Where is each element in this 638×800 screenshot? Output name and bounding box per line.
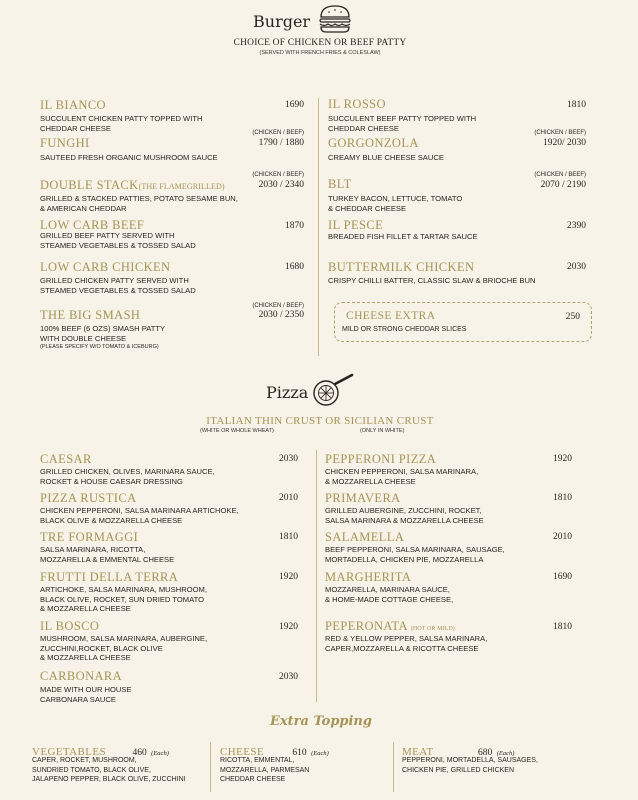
topping-group-price: 610 — [292, 748, 307, 758]
burger-title: Burger — [253, 12, 311, 31]
menu-item-desc: CRISPY CHILLI BATTER, CLASSIC SLAW & BRIOCHE BUN — [328, 276, 536, 285]
menu-item-desc: TURKEY BACON, LETTUCE, TOMATO & CHEDDAR CHEESE — [328, 194, 463, 213]
menu-item-name: CARBONARA — [40, 669, 123, 683]
menu-item-name-note: (HOT OR MILD) — [410, 626, 455, 632]
menu-item-name: TRE FORMAGGI — [40, 530, 139, 544]
pizza-divider — [316, 450, 317, 702]
menu-item-desc: GRILLED AUBERGINE, ZUCCHINI, ROCKET, SALSA MARINARA & MOZZARELLA CHEESE — [325, 506, 484, 525]
menu-item-desc: GRILLED & STACKED PATTIES, POTATO SESAME BUN, & AMERICAN CHEDDAR — [40, 194, 238, 213]
topping-group-unit: (Each) — [311, 750, 329, 757]
menu-item-price: 1920 — [279, 622, 298, 632]
topping-group-desc: RICOTTA, EMMENTAL, MOZZARELLA, PARMESAN CHEDDAR CHEESE — [220, 757, 310, 783]
topping-group-unit: (Each) — [496, 750, 515, 757]
menu-item-price: 1690 — [285, 100, 304, 110]
menu-item-name: GORGONZOLA — [328, 136, 419, 150]
menu-item-desc: MUSHROOM, SALSA MARINARA, AUBERGINE, ZUCCHINI,ROCKET, BLACK OLIVE & MOZZARELLA CHEESE — [40, 634, 208, 662]
menu-item-name: IL ROSSO — [328, 97, 386, 111]
menu-item-name: BLT — [328, 177, 352, 191]
menu-item-name: CAESAR — [40, 452, 92, 466]
pizza-title: Pizza — [266, 383, 309, 402]
menu-item-desc: GRILLED CHICKEN, OLIVES, MARINARA SAUCE, ROCKET & HOUSE CAESAR DRESSING — [40, 467, 215, 486]
topping-group-price: 680 — [478, 748, 493, 758]
menu-item-price: 1690 — [553, 572, 572, 582]
menu-item-desc: BREADED FISH FILLET & TARTAR SAUCE — [328, 232, 478, 241]
menu-item-name: IL PESCE — [328, 218, 384, 232]
menu-item-desc: 100% BEEF (6 OZS) SMASH PATTY WITH DOUBLE CHEESE — [40, 324, 166, 343]
menu-item-name-text: DOUBLE STACK — [40, 178, 139, 192]
menu-item-desc: CREAMY BLUE CHEESE SAUCE — [328, 153, 444, 162]
topping-group-desc: PEPPERONI, MORTADELLA, SAUSAGES, CHICKEN PIE, GRILLED CHICKEN — [402, 757, 538, 774]
menu-item-desc: CHICKEN PEPPERONI, SALSA MARINARA ARTICHOKE, BLACK OLIVE & MOZZARELLA CHEESE — [40, 506, 239, 525]
menu-item-price: 2010 — [279, 493, 298, 503]
menu-item-desc: RED & YELLOW PEPPER, SALSA MARINARA, CAPER,MOZZARELLA & RICOTTA CHEESE — [325, 634, 488, 653]
cheese-extra-name: CHEESE EXTRA — [346, 310, 436, 322]
menu-item-price: 2010 — [553, 532, 572, 542]
menu-item-desc: ARTICHOKE, SALSA MARINARA, MUSHROOM, BLACK OLIVE, ROCKET, SUN DRIED TOMATO & MOZZARELLA CHEESE — [40, 585, 207, 613]
menu-item-price: 1870 — [285, 221, 304, 231]
menu-item-name: PIZZA RUSTICA — [40, 491, 137, 505]
cheese-extra-box — [334, 302, 592, 342]
menu-item-name: LOW CARB CHICKEN — [40, 260, 171, 274]
menu-item-name: FRUTTI DELLA TERRA — [40, 570, 179, 584]
menu-item-price: 2070 / 2190 — [540, 180, 586, 190]
menu-item-desc: SUCCULENT CHICKEN PATTY TOPPED WITH CHEDDAR CHEESE — [40, 114, 203, 133]
menu-item-name: THE BIG SMASH — [40, 308, 141, 322]
extra-topping-title: Extra Topping — [270, 714, 372, 729]
menu-item-tag: (CHICKEN / BEEF) — [252, 172, 304, 178]
menu-item-price: 2030 / 2350 — [258, 310, 304, 320]
menu-item-tag: (CHICKEN / BEEF) — [534, 130, 586, 136]
menu-item-price: 1810 — [553, 622, 572, 632]
topping-divider — [210, 742, 211, 792]
cheese-extra-price: 250 — [565, 312, 580, 322]
menu-item-price: 2390 — [567, 221, 586, 231]
menu-item-desc: SUCCULENT BEEF PATTY TOPPED WITH CHEDDAR CHEESE — [328, 114, 477, 133]
menu-item-price: 1810 — [553, 493, 572, 503]
menu-item-name: FUNGHI — [40, 136, 90, 150]
menu-item-price: 2030 / 2340 — [258, 180, 304, 190]
topping-group-price: 460 — [132, 748, 147, 758]
menu-item-name-note: (THE FLAMEGRILLED) — [138, 182, 225, 191]
menu-item-tag: (CHICKEN / BEEF) — [252, 303, 304, 309]
topping-group-unit: (Each) — [151, 750, 169, 757]
cheese-extra-desc: MILD OR STRONG CHEDDAR SLICES — [342, 326, 467, 333]
menu-item-desc: CHICKEN PEPPERONI, SALSA MARINARA, & MOZZARELLA CHEESE — [325, 467, 479, 486]
menu-item-name: MARGHERITA — [325, 570, 412, 584]
menu-item-name: LOW CARB BEEF — [40, 218, 145, 232]
menu-item-note: (PLEASE SPECIFY W/O TOMATO & ICEBURG) — [40, 344, 159, 350]
pizza-peel-icon — [310, 372, 362, 408]
pizza-crust-note-left: (WHITE OR WHOLE WHEAT) — [200, 428, 274, 434]
menu-item-desc: SALSA MARINARA, RICOTTA, MOZZARELLA & EMMENTAL CHEESE — [40, 545, 175, 564]
menu-item-price: 1920 — [279, 572, 298, 582]
menu-item-price: 1680 — [285, 262, 304, 272]
menu-item-name: BUTTERMILK CHICKEN — [328, 260, 475, 274]
menu-item-price: 2030 — [279, 454, 298, 464]
menu-item-name: SALAMELLA — [325, 530, 405, 544]
menu-item-name: PRIMAVERA — [325, 491, 401, 505]
menu-item-name — [40, 178, 225, 193]
menu-item-name-text: PEPERONATA — [325, 619, 408, 633]
menu-item-desc: GRILLED BEEF PATTY SERVED WITH STEAMED VEGETABLES & TOSSED SALAD — [40, 231, 196, 250]
menu-item-desc: BEEF PEPPERONI, SALSA MARINARA, SAUSAGE, MORTADELLA, CHICKEN PIE, MOZZARELLA — [325, 545, 505, 564]
menu-item-price: 2030 — [279, 672, 298, 682]
topping-group-desc: CAPER, ROCKET, MUSHROOM, SUNDRIED TOMATO, BLACK OLIVE, JALAPENO PEPPER, BLACK OLIVE, ZUCCHINI — [32, 757, 186, 783]
menu-item-name — [325, 619, 455, 634]
topping-divider — [393, 742, 394, 792]
menu-item-desc: MOZZARELLA, MARINARA SAUCE, & HOME-MADE COTTAGE CHEESE, — [325, 585, 454, 604]
menu-item-name: IL BIANCO — [40, 98, 106, 112]
topping-group-name: VEGETABLES — [32, 746, 107, 758]
pizza-crust-note-right: (ONLY IN WHITE) — [360, 428, 405, 434]
menu-item-name: PEPPERONI PIZZA — [325, 452, 437, 466]
menu-item-price: 1920 — [553, 454, 572, 464]
menu-item-price: 2030 — [567, 262, 586, 272]
pizza-subtitle: ITALIAN THIN CRUST OR SICILIAN CRUST — [206, 415, 434, 427]
burger-icon — [317, 4, 353, 34]
burger-served-note: (SERVED WITH FRENCH FRIES & COLESLAW) — [259, 50, 381, 56]
burger-divider — [318, 98, 319, 356]
menu-item-desc: MADE WITH OUR HOUSE CARBONARA SAUCE — [40, 685, 132, 704]
menu-item-tag: (CHICKEN / BEEF) — [534, 172, 586, 178]
menu-item-price: 1810 — [279, 532, 298, 542]
menu-item-name: IL BOSCO — [40, 619, 100, 633]
menu-item-desc: SAUTEED FRESH ORGANIC MUSHROOM SAUCE — [40, 153, 218, 162]
menu-item-desc: GRILLED CHICKEN PATTY SERVED WITH STEAMED VEGETABLES & TOSSED SALAD — [40, 276, 196, 295]
topping-group-name: MEAT — [402, 746, 434, 758]
menu-item-price: 1810 — [567, 100, 586, 110]
menu-item-price: 1790 / 1880 — [258, 138, 304, 148]
menu-item-price: 1920/ 2030 — [542, 138, 586, 148]
menu-item-tag: (CHICKEN / BEEF) — [252, 130, 304, 136]
burger-subtitle: CHOICE OF CHICKEN OR BEEF PATTY — [233, 38, 407, 48]
topping-group-name: CHEESE — [220, 746, 264, 758]
